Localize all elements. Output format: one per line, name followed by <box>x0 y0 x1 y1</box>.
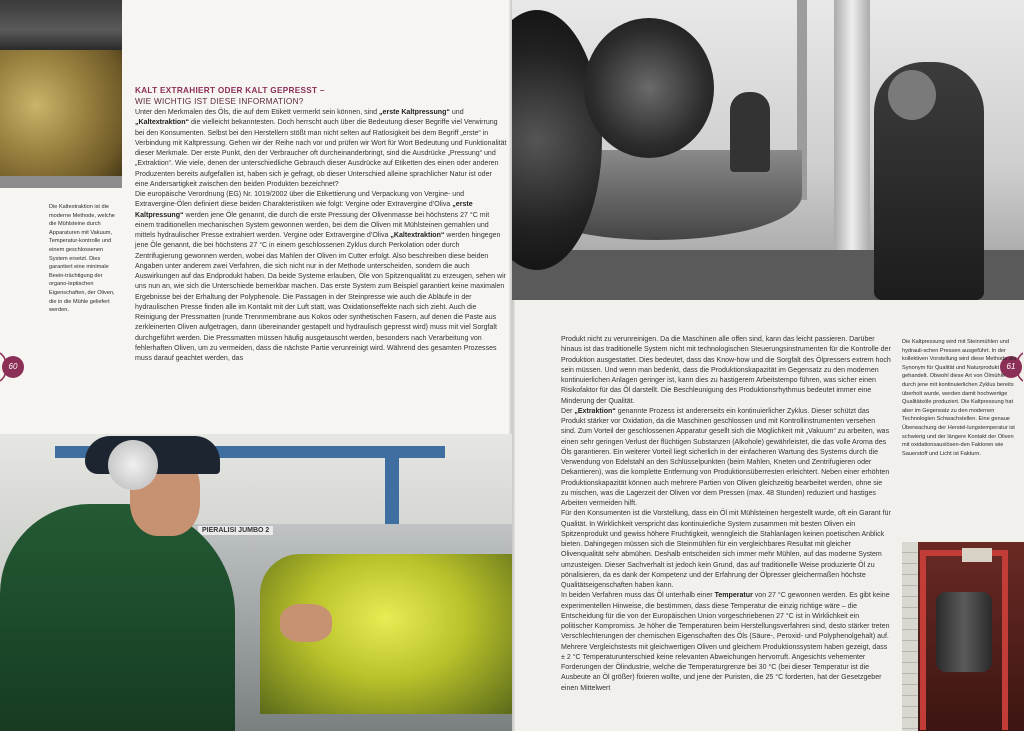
body-text-left <box>135 108 507 364</box>
text-run: genannte Prozess ist andererseits ein kontinuierlicher Zyklus. Dieser schützt das Produkt stärker vor Oxidation, da die Maschinen geschlossen und mit Kontrollinstrumenten versehen sind. Zum Vorteil der geschlossenen Apparatur gesellt sich die Möglichkeit mit „Vakuum“ zu arbeiten, was einen sehr geringen Verlust der flüchtigen Substanzen (Alkohole) gewährleistet, die das volle Aroma des Öls garantieren. Ein weiterer Vorteil liegt sicherlich in der einfacheren Wartung des Systems durch die Verwendung von Edelstahl an den Schlüsselpunkten (beim Mahlen, Kneten und Zentrifugieren oder Dekantieren), was die komplette Entfernung von Produktionsüberresten erleichtert. Neben einer erhöhten Produktionskapazität können auch mehrere Partien von Oliven gleichzeitig bearbeitet werden, ohne sie zu mischen, was die Lagerzeit der Oliven vor dem Pressen (max. 48 Stunden) reduziert und hastiges Arbeiten vermeiden hilft. <box>561 407 890 507</box>
article-heading <box>135 86 505 107</box>
worker-at-press-photo <box>0 434 512 731</box>
miller-background <box>730 92 770 172</box>
miller-head <box>888 70 936 120</box>
text-run: von 27 °C gewonnen werden. Es gibt keine experimentellen Hinweise, die bestimmen, dass diese Temperatur die einzig richtige wäre – die Entscheidung für die von der Europäischen Union vorgeschriebenen 27 °C ist in Wirklichkeit ein politischer Kompromiss. Je höher die Temperaturen beim Herstellungsverfahren sind, desto stärker treten Verschlechterungen der chemischen Eigenschaften des Öls (Säure-, Peroxid- und Polyphenolgehalt) auf. Mehrere Vergleichstests mit gleichwertigen Oliven und gleichem Produktionssystem haben gezeigt, dass ± 2 °C Temperaturunterschied keine relevanten Abweichungen hervorruft. Angesichts vehementer Forderungen der Ölindustrie, welche die Temperaturgrenze bei 30 °C (bei dieser Temperatur ist die Ausbeute an Öl größer) fixieren wollte, und jene der Puristen, die 25 °C forderten, hat der Gesetzgeber einen Mittelwert <box>561 592 890 692</box>
wall-sign <box>962 548 992 562</box>
worker-body <box>0 504 235 731</box>
paragraph: Für den Konsumenten ist die Vorstellung, dass ein Öl mit Mühlsteinen hergestellt wurde, oft ein Garant für Qualität. In Wirklichkeit verspricht das kontinuierliche System zusammen mit besten Oliven ein Spitzenprodukt und gewiss höhere Fruchtigkeit, wenngleich die Stahlanlagen keinen poetischen Anblick bieten. Dahingegen müssen sich die Steinmühlen für ein vergleichbares Resultat mit gleicher Olivenqualität sehr abmühen. Deshalb entscheiden sich immer mehr Mühlen, auf das moderne System umzusteigen. Dieser Sachverhalt ist jedoch kein Grund, das auf traditionelle Weise produzierte Öl zu pönalisieren, da es dank der Kompetenz und der Erfahrung der Ölpresser gleichermaßen höchste Qualitätseigenschaften haben kann. <box>561 510 891 589</box>
body-text-right <box>561 335 891 694</box>
hydraulic-press-photo <box>902 542 1024 731</box>
text-run: Der <box>561 407 575 415</box>
text-run: werden jene Öle genannt, die durch die erste Pressung der Olivenmasse bei höchstens 27 °C mit einem traditionellen mechanischen System gewonnen werden, bei dem die Oliven mit Mühlsteinen gemahlen und mittels hydraulischer Presse extrahiert werden. Vergine oder Extravergine d’Oliva <box>135 211 490 239</box>
emphasis-term: „Kaltextraktion“ <box>135 119 190 127</box>
paragraph <box>561 591 891 694</box>
heading-title: KALT EXTRAHIERT ODER KALT GEPRESST – <box>135 86 325 95</box>
machine-tray <box>0 0 122 50</box>
millstone-back <box>584 18 714 158</box>
paragraph <box>135 190 507 364</box>
ear-defender-icon <box>108 440 158 490</box>
text-run: Die europäische Verordnung (EG) Nr. 1019/2002 über die Etikettierung und Verpackung von Vergine- und Extravergine-Ölen definiert diese beiden Charakteristiken wie folgt: Vergine oder Extravergine d’Oliva <box>135 191 465 209</box>
machine-label: PIERALISI JUMBO 2 <box>198 526 273 535</box>
paragraph <box>135 108 507 190</box>
paragraph <box>561 335 891 407</box>
text-run: Unter den Merkmalen des Öls, die auf dem Etikett vermerkt sein können, sind <box>135 109 380 116</box>
caption-left: Die Kaltextraktion ist die moderne Methode, welche die Mühlsteine durch Apparaturen mit Vakuum, Temperatur-kontrolle und einem geschlossenen System ersetzt. Dies garantiert eine minimale Beein-trächtigung der organo-leptischen Eigenschaften, der Oliven, die in die Mühle geliefert werden. <box>49 204 115 314</box>
tray-rim <box>0 176 122 188</box>
text-run: werden hingegen jene Öle genannt, die bei höchstens 27 °C in einem geschlossenen Zyklus durch Perkolation oder durch Zentrifugierung gewonnen werden, wobei das Mahlen der Oliven im Cutter erfolgt. Also beschreiben diese beiden Angaben unter anderem zwei Verfahren, die sich nicht nur in der Methode unterscheiden, sondern die auch Auswirkungen auf das Endprodukt haben. Da beide Systeme erlauben, Öle von Spitzenqualität zu erzeugen, sehen wir uns nun an, wie sich die Unterschiede bemerkbar machen. Das erste System zum Beispiel garantiert keine maximalen Ergebnisse bei der Erhaltung der Polyphenole. Die Passagen in der Steinpresse wie auch die Abläufe in der hydraulischen Presse finden alle im Kontakt mit der Luft statt, was Oxidationseffekte nach sich zieht. Auch die Reinigung der Pressmatten (runde Trennmembrane aus Kokos oder synthetischen Fasern, auf denen die Paste aus zerkleinerten Oliven aufgetragen, dann übereinander gestapelt und hydraulisch gepresst wird) muss mit viel Sorgfalt durchgeführt werden. Die Pressmatten müssen häufig ausgetauscht werden, besonders nach Verarbeitung von fehlerhaften Oliven, um zu vermeiden, dass die nächste Partie verunreinigt wird. Während des gesamten Prozesses muss darauf geachtet werden, das <box>135 232 506 362</box>
text-run: In beiden Verfahren muss das Öl unterhalb einer <box>561 592 715 600</box>
emphasis-term: Temperatur <box>714 592 753 600</box>
emphasis-term: „Kaltextraktion“ <box>390 232 445 239</box>
emphasis-term: „erste Kaltpressung“ <box>135 201 473 219</box>
worker-hand <box>280 604 332 642</box>
heading-subtitle: WIE WICHTIG IST DIESE INFORMATION? <box>135 96 304 106</box>
tile-wall <box>902 542 918 731</box>
press-barrel <box>936 592 992 672</box>
page-number-right: 61 <box>1000 356 1022 378</box>
emphasis-term: „erste Kaltpressung“ <box>379 109 450 116</box>
olive-paste <box>0 50 122 188</box>
emphasis-term: „Extraktion“ <box>574 407 616 415</box>
text-run: und <box>449 109 464 116</box>
caption-right: Die Kaltpressung wird mit Steinmühlen und hydrauli-schen Pressen ausgeführt. In der kollektiven Vorstellung wird diese Methode als Synonym für Qualität und Naturprodukt gehandelt. Obwohl diese Art von Ölmühle durch jene mit kontinuierlichen Zyklus bereits überholt wurde, werden damit hochwertige Qualitätsöle produziert. Die Kaltpressung hat aber im Gegensatz zu den modernen Technologien Schwachstellen. Eine genaue Überwachung der Herstel-lungstemperatur ist schwierig und der längere Kontakt der Oliven mit oxidationsauslösen-den Faktoren wie Sauerstoff und Licht ist Fakturn. <box>902 339 1017 457</box>
stone-mill-photo <box>512 0 1024 300</box>
text-run: Produkt nicht zu verunreinigen. Da die Maschinen alle offen sind, kann das leicht passieren. Darüber hinaus ist das traditionelle System nicht mit technologischen Steuerungsinstrumenten für die Kontrolle der Produktion ausgestattet. Dies bedeutet, dass das Know-how und die Sorgfalt des Ölpressers extrem hoch sein müssen. Und wenn man bedenkt, dass die Produktionskapazität im Gegensatz zu den modernen kontinuierlichen Anlagen geringer ist, kann dies zu hastigerem Arbeitstempo führen, was sicher einen Risikofaktor für das Öl darstellt. Die Beschleunigung des Produktionsrhythmus bedeutet immer eine Minderung der Qualität. <box>561 336 891 405</box>
olive-paste-photo <box>0 0 122 188</box>
paragraph <box>561 407 891 510</box>
page-number-left: 60 <box>2 356 24 378</box>
text-run: die vielleicht bekanntesten. Doch herrscht auch über die Bedeutung dieser Begriffe viel Verwirrung bei den Konsumenten. Selbst bei den Herstellern stößt man nicht selten auf Ratlosigkeit bei dem Begriff „erste“ in Verbindung mit Kaltpressung. Gehen wir der Reihe nach vor und prüfen wir Wort für Wort Bedeutung und Funktionalität dieser Merkmale. Der erste Punkt, den der Verbraucher oft durcheinanderbringt, sind die Ausdrücke „Pressung“ und „Extraktion“. Wie viele, denen der unterschiedliche Gebrauch dieser Ausdrücke auf Etiketten des einen oder anderen Produzenten bereits aufgefallen ist, haben sich je gefragt, ob dieser Unterschied alleine sprachlicher Natur ist oder eine Andersartigkeit zwischen den beiden Produkten bezeichnet? <box>135 119 507 188</box>
